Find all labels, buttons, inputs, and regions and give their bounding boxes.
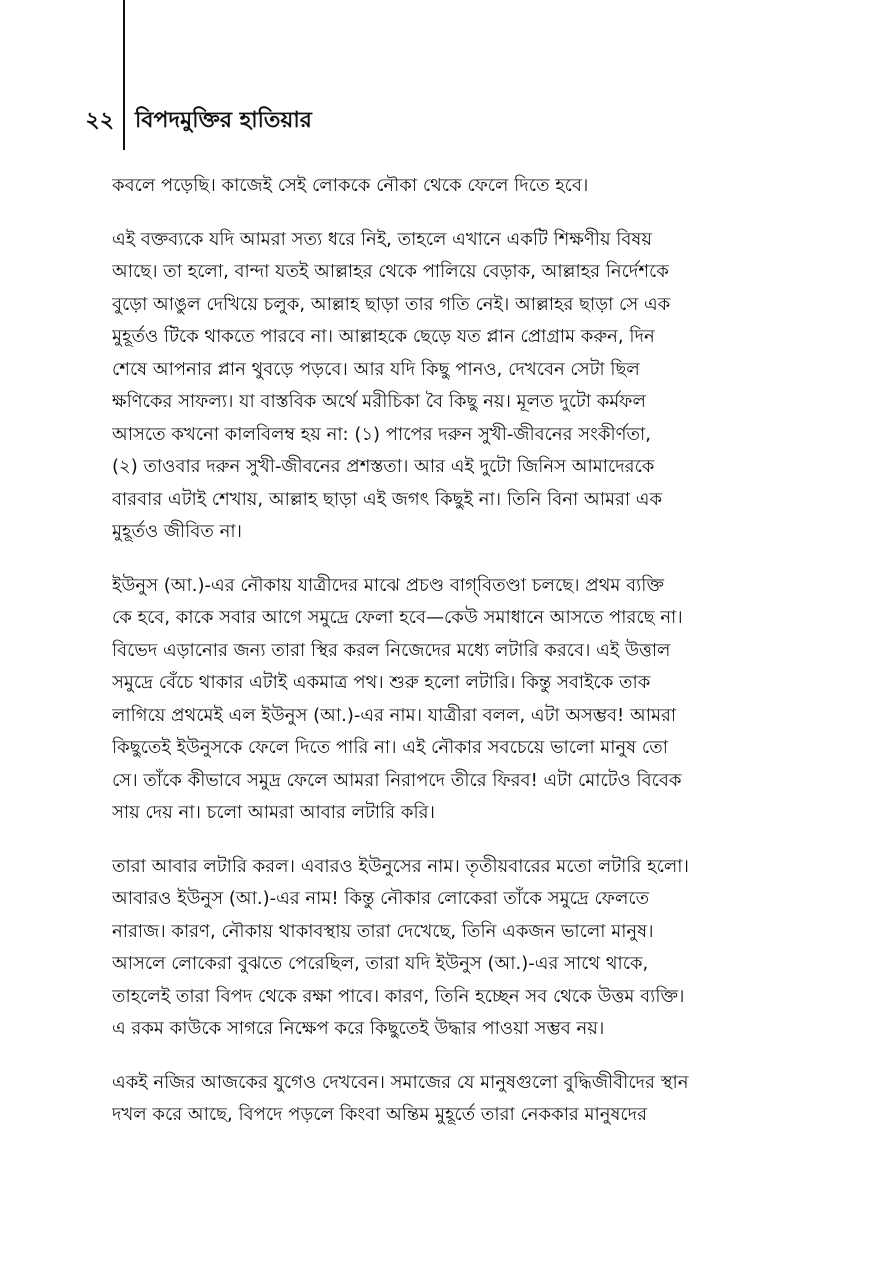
paragraph-3 <box>112 570 752 830</box>
paragraph-2 <box>112 224 752 549</box>
text-line: তারা আবার লটারি করল। এবারও ইউনুসের নাম। তৃতীয়বারের মতো লটারি হলো। <box>112 855 689 877</box>
text-line: আবারও ইউনুস (আ.)-এর নাম! কিন্তু নৌকার লোকেরা তাঁকে সমুদ্রে ফেলতে <box>112 888 650 909</box>
text-line: ক্ষণিকের সাফল্য। যা বাস্তবিক অর্থে মরীচিকা বৈ কিছু নয়। মূলত দুটো কর্মফল <box>112 391 646 412</box>
text-line: দখল করে আছে, বিপদে পড়লে কিংবা অন্তিম মুহূর্তে তারা নেককার মানুষদের <box>112 1104 648 1125</box>
text-line: মুহূর্তও টিকে থাকতে পারবে না। আল্লাহকে ছেড়ে যত প্লান প্রোগ্রাম করুন, দিন <box>112 326 655 347</box>
page-number: ২২ <box>85 108 114 133</box>
text-line: আসলে লোকেরা বুঝতে পেরেছিল, তারা যদি ইউনুস (আ.)-এর সাথে থাকে, <box>112 953 649 974</box>
paragraph-1 <box>112 170 752 203</box>
text-line: কে হবে, কাকে সবার আগে সমুদ্রে ফেলা হবে—কেউ সমাধানে আসতে পারছে না। <box>112 607 683 628</box>
text-line: শেষে আপনার প্লান থুবড়ে পড়বে। আর যদি কিছু পানও, দেখবেন সেটা ছিল <box>112 358 640 380</box>
text-line: (২) তাওবার দরুন সুখী-জীবনের প্রশস্ততা। আর এই দুটো জিনিস আমাদেরকে <box>112 456 655 477</box>
text-line: বিভেদ এড়ানোর জন্য তারা স্থির করল নিজেদের মধ্যে লটারি করবে। এই উত্তাল <box>112 639 671 661</box>
text-line: এই বক্তব্যকে যদি আমরা সত্য ধরে নিই, তাহলে এখানে একটি শিক্ষণীয় বিষয় <box>112 228 652 250</box>
text-line: সায় দেয় না। চলো আমরা আবার লটারি করি। <box>112 802 435 823</box>
text-line: বারবার এটাই শেখায়, আল্লাহ ছাড়া এই জগৎ কিছুই না। তিনি বিনা আমরা এক <box>112 488 663 510</box>
text-line: আছে। তা হলো, বান্দা যতই আল্লাহর থেকে পালিয়ে বেড়াক, আল্লাহর নির্দেশকে <box>112 261 669 282</box>
text-line: আসতে কখনো কালবিলম্ব হয় না: (১) পাপের দরুন সুখী-জীবনের সংকীর্ণতা, <box>112 423 651 445</box>
paragraph-4 <box>112 851 752 1046</box>
text-line: মুহূর্তও জীবিত না। <box>112 521 242 542</box>
text-line: কবলে পড়েছি। কাজেই সেই লোককে নৌকা থেকে ফেলে দিতে হবে। <box>112 175 589 196</box>
text-line: তাহলেই তারা বিপদ থেকে রক্ষা পাবে। কারণ, তিনি হচ্ছেন সব থেকে উত্তম ব্যক্তি। <box>112 985 685 1007</box>
text-line: একই নজির আজকের যুগেও দেখবেন। সমাজের যে মানুষগুলো বুদ্ধিজীবীদের স্থান <box>112 1071 689 1093</box>
text-line: লাগিয়ে প্রথমেই এল ইউনুস (আ.)-এর নাম। যাত্রীরা বলল, এটা অসম্ভব! আমরা <box>112 704 677 726</box>
body-text <box>112 170 752 1153</box>
text-line: নারাজ। কারণ, নৌকায় থাকাবস্থায় তারা দেখেছে, তিনি একজন ভালো মানুষ। <box>112 920 654 942</box>
text-line: বুড়ো আঙুল দেখিয়ে চলুক, আল্লাহ ছাড়া তার গতি নেই। আল্লাহর ছাড়া সে এক <box>112 293 671 315</box>
text-line: এ রকম কাউকে সাগরে নিক্ষেপ করে কিছুতেই উদ্ধার পাওয়া সম্ভব নয়। <box>112 1018 605 1039</box>
running-title: বিপদমুক্তির হাতিয়ার <box>135 108 312 133</box>
page-header <box>0 104 870 138</box>
text-line: সে। তাঁকে কীভাবে সমুদ্র ফেলে আমরা নিরাপদে তীরে ফিরব! এটা মোটেও বিবেক <box>112 769 682 791</box>
text-line: কিছুতেই ইউনুসকে ফেলে দিতে পারি না। এই নৌকার সবচেয়ে ভালো মানুষ তো <box>112 737 668 758</box>
text-line: সমুদ্রে বেঁচে থাকার এটাই একমাত্র পথ। শুরু হলো লটারি। কিন্তু সবাইকে তাক <box>112 672 651 693</box>
paragraph-5 <box>112 1067 752 1132</box>
text-line: ইউনুস (আ.)-এর নৌকায় যাত্রীদের মাঝে প্রচণ্ড বাগ্‌বিতণ্ডা চলছে। প্রথম ব্যক্তি <box>112 574 664 596</box>
